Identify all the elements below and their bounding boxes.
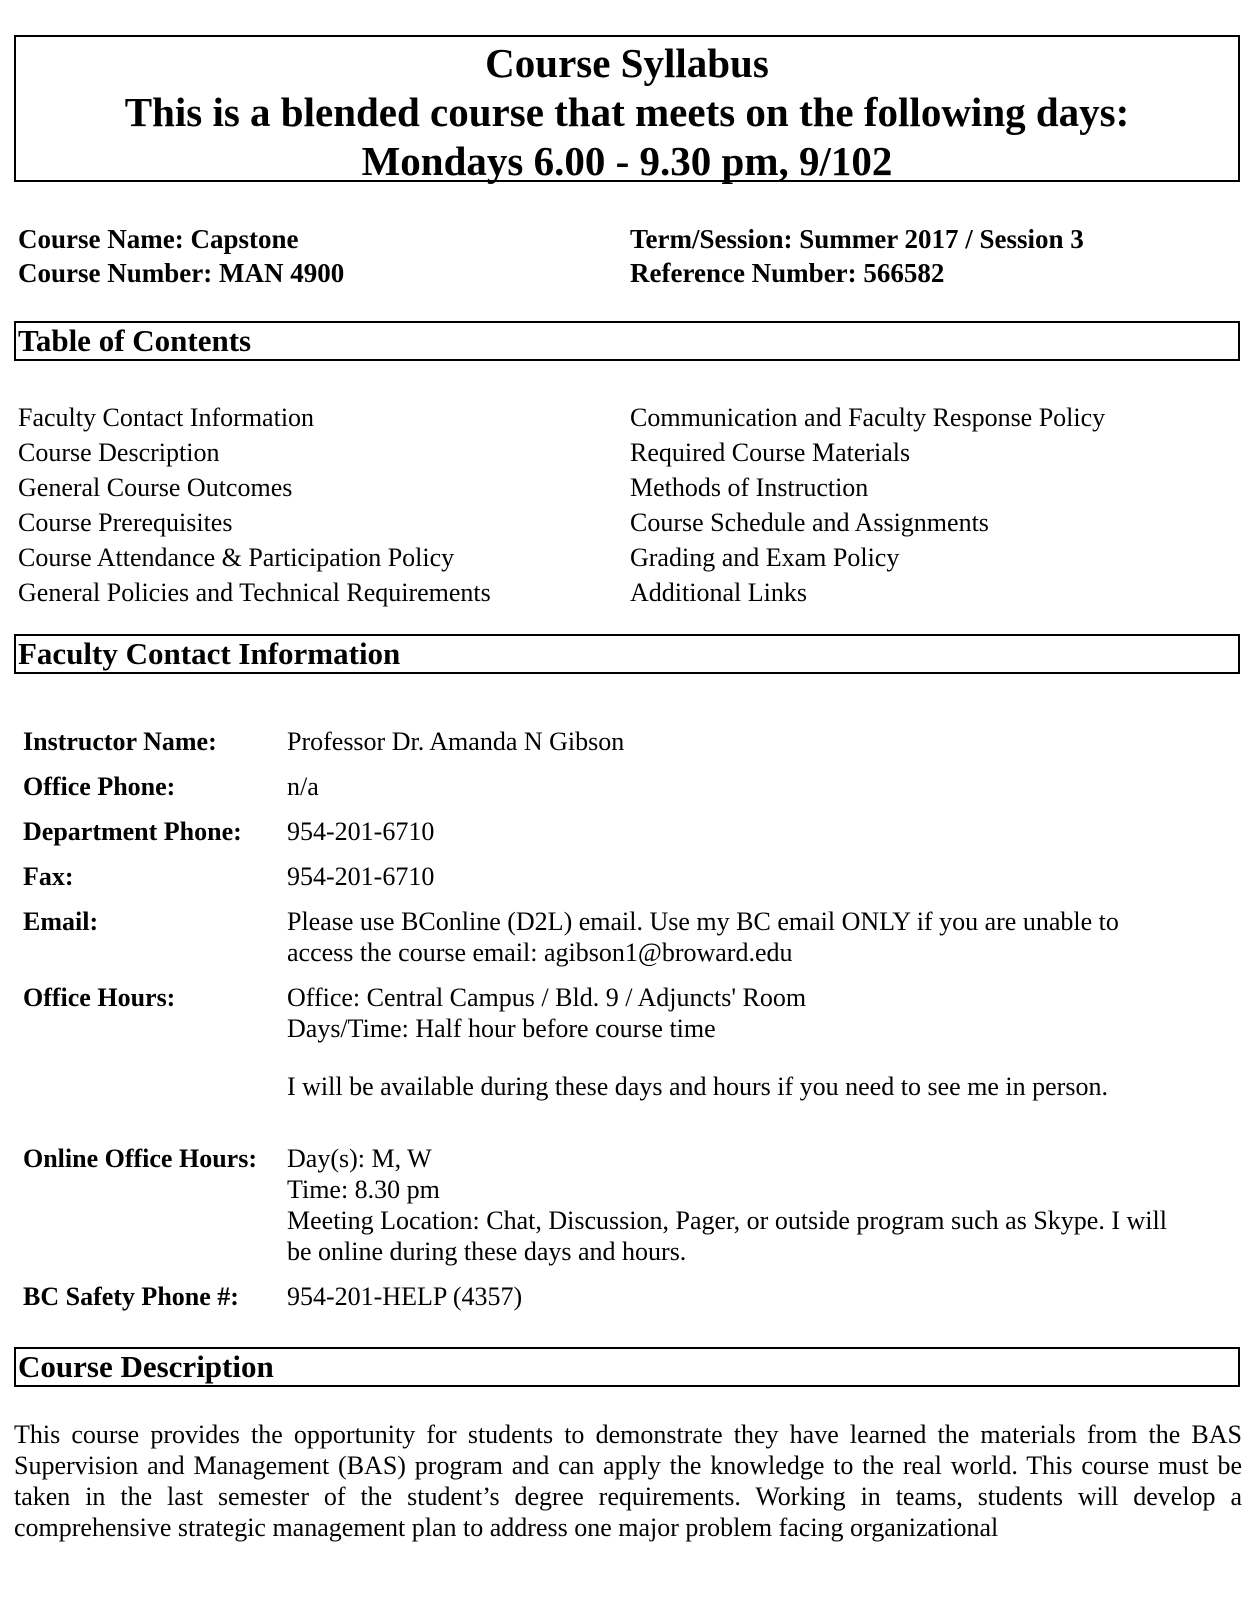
toc-item[interactable]: Course Schedule and Assignments bbox=[630, 508, 989, 537]
online-hours-label: Online Office Hours: bbox=[23, 1144, 257, 1173]
title-line-1: Course Syllabus bbox=[485, 40, 769, 86]
office-hours-line: Days/Time: Half hour before course time bbox=[287, 1014, 716, 1043]
contact-row-email bbox=[23, 906, 1233, 968]
online-hours-line: Meeting Location: Chat, Discussion, Pager, or outside program such as Skype. I will bbox=[287, 1206, 1167, 1235]
course-info-right bbox=[630, 222, 1084, 290]
toc-heading: Table of Contents bbox=[14, 321, 1240, 361]
office-phone-label: Office Phone: bbox=[23, 772, 176, 801]
toc-item[interactable]: Additional Links bbox=[630, 578, 807, 607]
toc-item[interactable]: Communication and Faculty Response Policy bbox=[630, 403, 1106, 432]
email-text-line: Please use BConline (D2L) email. Use my BC email ONLY if you are unable to bbox=[287, 907, 1119, 936]
faculty-contact-list bbox=[23, 726, 1233, 1326]
online-hours-line: Day(s): M, W bbox=[287, 1144, 432, 1173]
toc-item[interactable]: Grading and Exam Policy bbox=[630, 543, 900, 572]
contact-row-instructor bbox=[23, 726, 1233, 757]
contact-row-office-hours bbox=[23, 982, 1233, 1129]
syllabus-title-box bbox=[14, 35, 1240, 182]
contact-row-office-phone bbox=[23, 771, 1233, 802]
safety-phone-label: BC Safety Phone #: bbox=[23, 1282, 239, 1311]
course-description-heading: Course Description bbox=[14, 1347, 1240, 1387]
contact-row-safety-phone bbox=[23, 1281, 1233, 1312]
instructor-value: Professor Dr. Amanda N Gibson bbox=[287, 727, 625, 756]
contact-row-fax bbox=[23, 861, 1233, 892]
toc-item[interactable]: General Policies and Technical Requirements bbox=[18, 578, 491, 607]
department-phone-value: 954-201-6710 bbox=[287, 817, 435, 846]
contact-row-online-hours bbox=[23, 1143, 1233, 1267]
fax-label: Fax: bbox=[23, 862, 74, 891]
toc-item[interactable]: Faculty Contact Information bbox=[18, 403, 315, 432]
department-phone-label: Department Phone: bbox=[23, 817, 242, 846]
safety-phone-value: 954-201-HELP (4357) bbox=[287, 1282, 523, 1311]
title-line-2: This is a blended course that meets on the following days: bbox=[124, 89, 1130, 135]
reference-number: Reference Number: 566582 bbox=[630, 258, 945, 288]
title-line-3: Mondays 6.00 - 9.30 pm, 9/102 bbox=[361, 138, 893, 184]
course-name: Course Name: Capstone bbox=[18, 224, 299, 254]
toc-item[interactable]: Course Attendance & Participation Policy bbox=[18, 543, 455, 572]
office-hours-line: Office: Central Campus / Bld. 9 / Adjuncts' Room bbox=[287, 983, 807, 1012]
instructor-label: Instructor Name: bbox=[23, 727, 217, 756]
online-hours-line: be online during these days and hours. bbox=[287, 1237, 687, 1266]
course-info-left bbox=[18, 222, 344, 290]
office-hours-label: Office Hours: bbox=[23, 983, 176, 1012]
toc-item[interactable]: Methods of Instruction bbox=[630, 473, 869, 502]
toc-item[interactable]: General Course Outcomes bbox=[18, 473, 293, 502]
faculty-contact-heading: Faculty Contact Information bbox=[14, 634, 1240, 674]
contact-row-department-phone bbox=[23, 816, 1233, 847]
email-text-line[interactable]: access the course email: agibson1@broward.edu bbox=[287, 938, 793, 967]
toc-item[interactable]: Required Course Materials bbox=[630, 438, 911, 467]
online-hours-line: Time: 8.30 pm bbox=[287, 1175, 440, 1204]
fax-value: 954-201-6710 bbox=[287, 862, 435, 891]
office-hours-line: I will be available during these days and hours if you need to see me in person. bbox=[287, 1072, 1108, 1101]
term-session: Term/Session: Summer 2017 / Session 3 bbox=[630, 224, 1084, 254]
toc-item[interactable]: Course Description bbox=[18, 438, 220, 467]
course-number: Course Number: MAN 4900 bbox=[18, 258, 345, 288]
course-description-text: This course provides the opportunity for students to demonstrate they have learned the materials from the BAS Supervision and Management (BAS) program and can apply the knowledge to the real world. This course must be taken in the last semester of the student’s degree requirements. Working in teams, students will develop a comprehensive strategic management plan to address one major problem facing organizational bbox=[14, 1420, 1242, 1542]
toc-item[interactable]: Course Prerequisites bbox=[18, 508, 233, 537]
toc-left-column bbox=[18, 400, 491, 610]
toc-right-column bbox=[630, 400, 1105, 610]
email-label: Email: bbox=[23, 907, 99, 936]
office-phone-value: n/a bbox=[287, 772, 319, 801]
